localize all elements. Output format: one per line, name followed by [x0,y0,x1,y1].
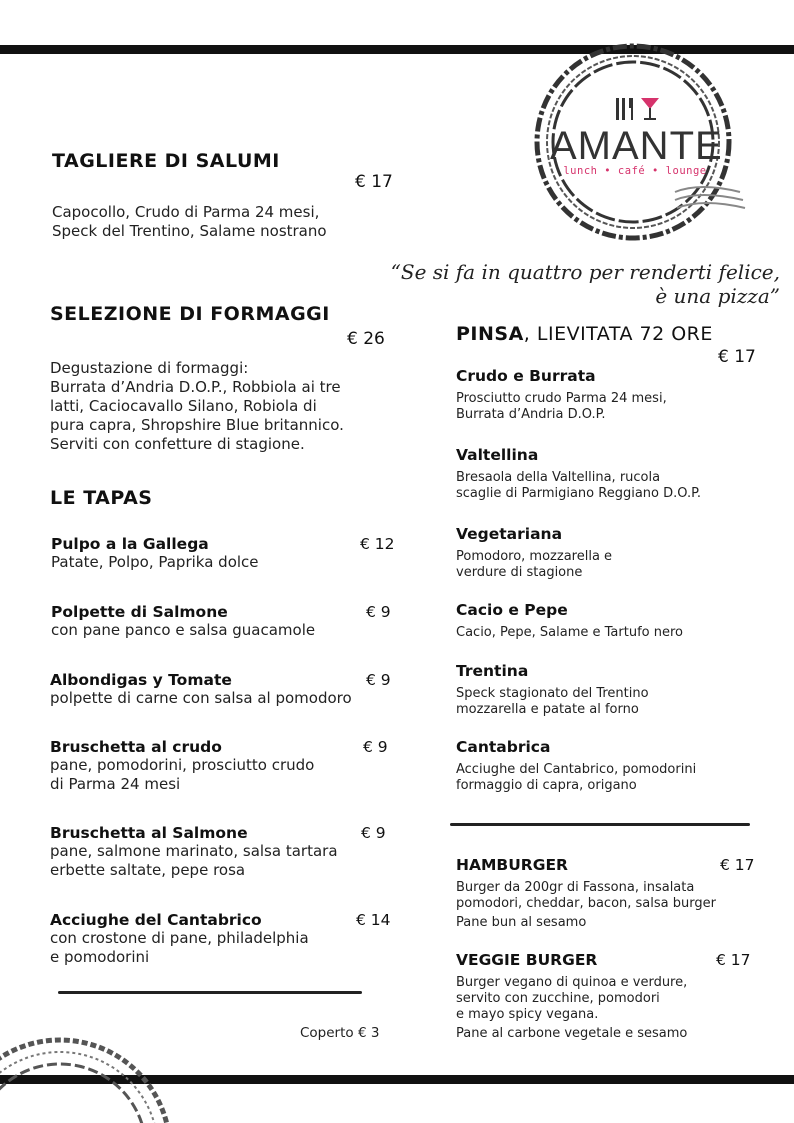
item-description: servito con zucchine, pomodori [456,991,660,1006]
item-description: e pomodorini [50,948,150,966]
item-title: Cacio e Pepe [456,601,568,619]
pinsa-item [456,738,696,794]
tapas-heading: LE TAPAS [50,487,153,509]
item-description: con pane panco e salsa guacamole [51,621,316,639]
description-line: latti, Caciocavallo Silano, Robiola di [50,397,317,415]
logo [525,42,750,247]
item-description: Bresaola della Valtellina, rucola [456,470,661,485]
tapas-item [50,738,395,794]
item-description: mozzarella e patate al forno [456,702,639,717]
item-description: pane, salmone marinato, salsa tartara [50,842,338,860]
tapas-item [50,911,395,967]
tapas-item [50,671,395,708]
item-description: pane, pomodorini, prosciutto crudo [50,756,315,774]
burger-item [456,856,756,931]
description-line: Speck del Trentino, Salame nostrano [52,222,327,240]
item-description: polpette di carne con salsa al pomodoro [50,689,352,707]
item-description: Speck stagionato del Trentino [456,686,649,701]
salumi-description [52,203,327,241]
tapas-item [51,603,396,640]
item-description: Cacio, Pepe, Salame e Tartufo nero [456,625,683,640]
tapas-item [51,535,396,572]
pinsa-item [456,525,612,581]
formaggi-description [50,359,344,454]
item-description: di Parma 24 mesi [50,775,181,793]
item-description: con crostone di pane, philadelphia [50,929,309,947]
divider [58,991,362,994]
item-title: Bruschetta al Salmone [50,824,248,842]
item-description: Pomodoro, mozzarella e [456,549,613,564]
item-description: Prosciutto crudo Parma 24 mesi, [456,391,667,406]
item-title: Acciughe del Cantabrico [50,911,262,929]
item-description: scaglie di Parmigiano Reggiano D.O.P. [456,486,702,501]
pinsa-item [456,662,649,718]
item-price: € 9 [366,603,391,621]
item-description: Burger da 200gr di Fassona, insalata [456,880,695,895]
item-title: Polpette di Salmone [51,603,228,621]
item-description: Burger vegano di quinoa e verdure, [456,975,688,990]
item-title: Crudo e Burrata [456,367,596,385]
item-price: € 17 [720,856,755,874]
item-title: HAMBURGER [456,856,568,874]
pinsa-heading-rest: , LIEVITATA 72 ORE [523,323,713,345]
item-description: pomodori, cheddar, bacon, salsa burger [456,896,716,911]
coperto: Coperto € 3 [300,1025,380,1041]
item-price: € 14 [356,911,391,929]
description-line: Serviti con confetture di stagione. [50,435,305,453]
item-price: € 9 [361,824,386,842]
item-title: Vegetariana [456,525,563,543]
item-title: Pulpo a la Gallega [51,535,209,553]
item-title: Albondigas y Tomate [50,671,232,689]
item-price: € 9 [366,671,391,689]
description-line: pura capra, Shropshire Blue britannico. [50,416,344,434]
formaggi-heading: SELEZIONE DI FORMAGGI [50,303,330,325]
item-description: erbette saltate, pepe rosa [50,861,246,879]
item-description: Acciughe del Cantabrico, pomodorini [456,762,697,777]
description-line: Capocollo, Crudo di Parma 24 mesi, [52,203,320,221]
salumi-heading: TAGLIERE DI SALUMI [52,150,280,172]
burger-item [456,951,756,1042]
pinsa-item [456,367,667,423]
quote [280,260,780,308]
item-description: verdure di stagione [456,565,583,580]
item-title: VEGGIE BURGER [456,951,598,969]
item-description: Burrata d’Andria D.O.P. [456,407,606,422]
fork-knife-glass-icon [613,94,663,122]
item-description: e mayo spicy vegana. [456,1007,599,1022]
item-description: formaggio di capra, origano [456,778,637,793]
item-title: Bruschetta al crudo [50,738,222,756]
quote-line: “Se si fa in quattro per renderti felice, [390,260,780,284]
pinsa-heading [456,323,713,345]
quote-line: è una pizza” [655,284,780,308]
salumi-price: € 17 [355,172,393,192]
formaggi-price: € 26 [347,329,385,349]
item-price: € 9 [363,738,388,756]
stamp-decoration [0,1010,180,1123]
item-price: € 17 [716,951,751,969]
tapas-item [50,824,395,880]
pinsa-item [456,446,701,502]
logo-tagline: lunch • café • lounge [563,165,707,177]
item-title: Trentina [456,662,529,680]
item-title: Valtellina [456,446,539,464]
pinsa-heading-bold: PINSA [456,323,524,345]
item-description: Pane bun al sesamo [456,915,587,930]
description-line: Burrata d’Andria D.O.P., Robbiola ai tre [50,378,341,396]
item-price: € 12 [360,535,395,553]
pinsa-item [456,601,683,641]
item-description: Patate, Polpo, Paprika dolce [51,553,259,571]
logo-name: AMANTE [550,124,723,168]
pinsa-price: € 17 [718,347,756,367]
divider [450,823,750,826]
item-description: Pane al carbone vegetale e sesamo [456,1026,688,1041]
description-line: Degustazione di formaggi: [50,359,249,377]
item-title: Cantabrica [456,738,551,756]
